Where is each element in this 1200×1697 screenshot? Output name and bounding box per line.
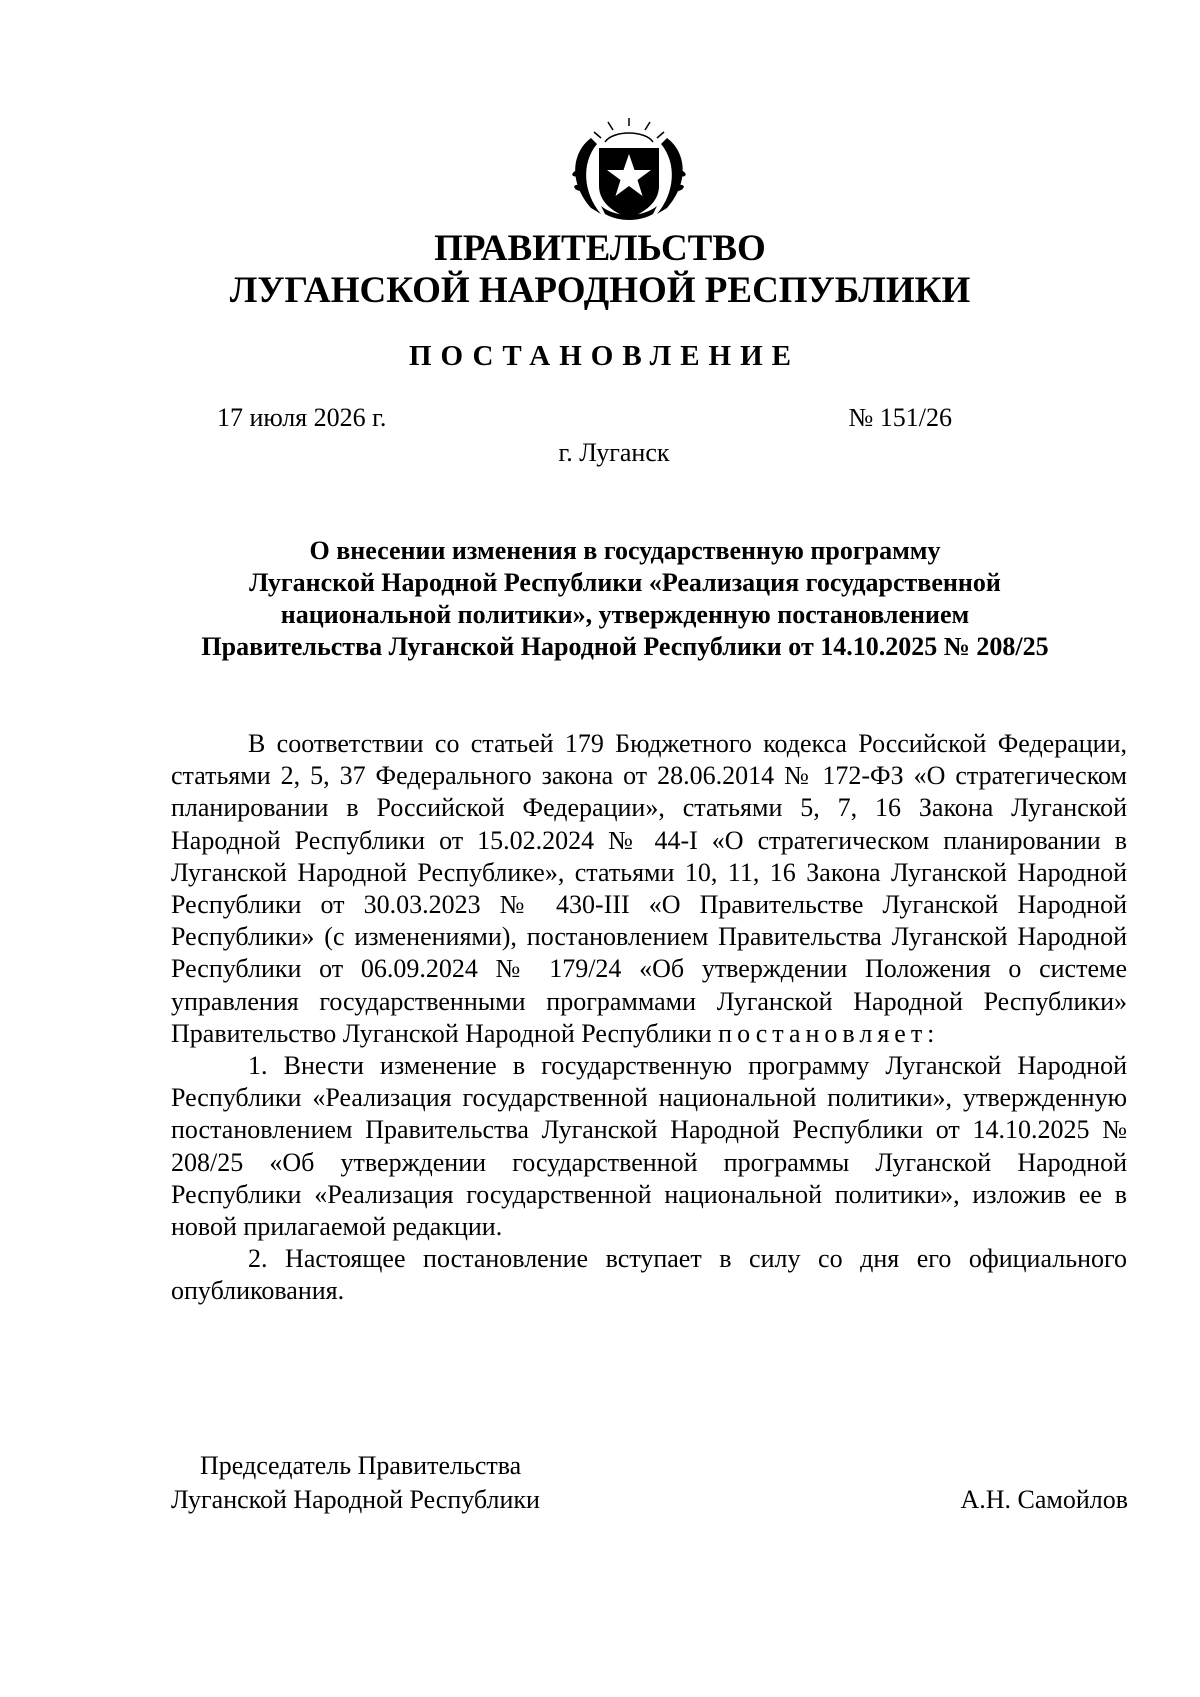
document-date: 17 июля 2026 г. <box>217 403 387 432</box>
government-title <box>0 228 1200 312</box>
item-2-paragraph: 2. Настоящее постановление вступает в силу со дня его официального опубликования. <box>171 1244 1127 1306</box>
document-body <box>171 728 1127 1308</box>
heading-line: Правительства Луганской Народной Республики от 14.10.2025 № 208/25 <box>201 632 1049 661</box>
heading-line: Луганской Народной Республики «Реализация государственной <box>249 568 1001 597</box>
document-number: № 151/26 <box>848 403 952 432</box>
preamble-paragraph <box>171 728 1127 1050</box>
government-title-line1: ПРАВИТЕЛЬСТВО <box>434 228 766 269</box>
signatory-title-line2: Луганской Народной Республики <box>171 1485 540 1514</box>
document-type: ПОСТАНОВЛЕНИЕ <box>408 340 800 372</box>
document-heading <box>150 535 1100 663</box>
preamble-text: В соответствии со статьей 179 Бюджетного кодекса Российской Федерации, статьями 2, 5, 37 Федерального закона от 28.06.2014 № 172-ФЗ «О стратегическом планировании в Российской Федерации», статьями 5, 7, 16 Закона Луганской Народной Республики от 15.02.2024 № 44-I «О стратегическом планировании в Луганской Народной Республике», статьями 10, 11, 16 Закона Луганской Народной Республики от 30.03.2023 № 430-III «О Правительстве Луганской Народной Республики» (с изменениями), постановлением Правительства Луганской Народной Республики от 06.09.2024 № 179/24 «Об утверждении Положения о системе управления государственными программами Луганской Народной Республики» Правительство Луганской Народной Республики <box>171 729 1127 1048</box>
heading-line: национальной политики», утвержденную постановлением <box>280 600 970 629</box>
government-title-line2: ЛУГАНСКОЙ НАРОДНОЙ РЕСПУБЛИКИ <box>229 270 971 311</box>
decree-word: постановляет: <box>718 1018 940 1048</box>
signatory-title-line1: Председатель Правительства <box>200 1451 522 1480</box>
signatory-name: А.Н. Самойлов <box>960 1485 1128 1514</box>
item-1-paragraph: 1. Внести изменение в государственную программу Луганской Народной Республики «Реализация государственной национальной политики», утвержденную постановлением Правительства Луганской Народной Республики от 14.10.2025 № 208/25 «Об утверждении государственной программы Луганской Народной Республики «Реализация государственной национальной политики», изложив ее в новой прилагаемой редакции. <box>171 1051 1127 1242</box>
republic-coat-of-arms-icon <box>561 118 697 222</box>
document-city: г. Луганск <box>558 438 670 467</box>
heading-line: О внесении изменения в государственную программу <box>309 536 941 565</box>
